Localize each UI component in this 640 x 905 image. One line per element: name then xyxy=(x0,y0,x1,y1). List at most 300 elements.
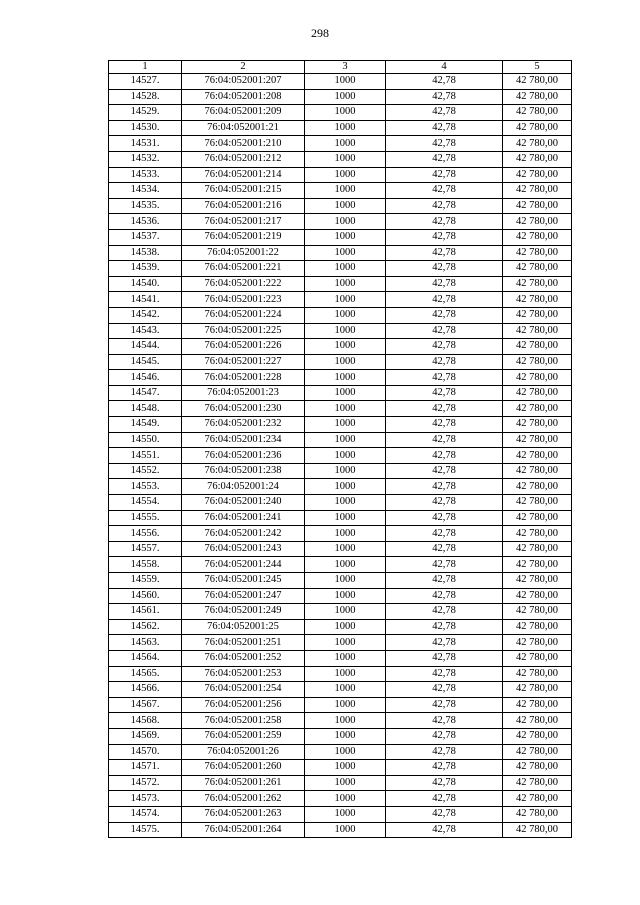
row-number-cell: 14556. xyxy=(109,526,182,542)
rate-cell: 42,78 xyxy=(386,557,503,573)
table-row xyxy=(109,526,572,542)
rate-cell: 42,78 xyxy=(386,666,503,682)
cadastral-number-cell: 76:04:052001:210 xyxy=(182,136,305,152)
row-number-cell: 14542. xyxy=(109,307,182,323)
rate-cell: 42,78 xyxy=(386,292,503,308)
area-cell: 1000 xyxy=(305,183,386,199)
amount-cell: 42 780,00 xyxy=(503,432,572,448)
row-number-cell: 14544. xyxy=(109,339,182,355)
amount-cell: 42 780,00 xyxy=(503,588,572,604)
row-number-cell: 14570. xyxy=(109,744,182,760)
table-row xyxy=(109,495,572,511)
table-row xyxy=(109,307,572,323)
area-cell: 1000 xyxy=(305,666,386,682)
area-cell: 1000 xyxy=(305,463,386,479)
rate-cell: 42,78 xyxy=(386,89,503,105)
table-row xyxy=(109,713,572,729)
amount-cell: 42 780,00 xyxy=(503,323,572,339)
row-number-cell: 14558. xyxy=(109,557,182,573)
area-cell: 1000 xyxy=(305,401,386,417)
amount-cell: 42 780,00 xyxy=(503,760,572,776)
table-row xyxy=(109,619,572,635)
amount-cell: 42 780,00 xyxy=(503,666,572,682)
amount-cell: 42 780,00 xyxy=(503,573,572,589)
rate-cell: 42,78 xyxy=(386,385,503,401)
row-number-cell: 14534. xyxy=(109,183,182,199)
rate-cell: 42,78 xyxy=(386,822,503,838)
row-number-cell: 14569. xyxy=(109,728,182,744)
cadastral-number-cell: 76:04:052001:223 xyxy=(182,292,305,308)
cadastral-number-cell: 76:04:052001:216 xyxy=(182,198,305,214)
area-cell: 1000 xyxy=(305,635,386,651)
area-cell: 1000 xyxy=(305,385,386,401)
row-number-cell: 14552. xyxy=(109,463,182,479)
cadastral-number-cell: 76:04:052001:238 xyxy=(182,463,305,479)
amount-cell: 42 780,00 xyxy=(503,89,572,105)
area-cell: 1000 xyxy=(305,229,386,245)
amount-cell: 42 780,00 xyxy=(503,526,572,542)
row-number-cell: 14529. xyxy=(109,105,182,121)
amount-cell: 42 780,00 xyxy=(503,261,572,277)
column-header-4: 4 xyxy=(386,61,503,74)
area-cell: 1000 xyxy=(305,806,386,822)
table-row xyxy=(109,775,572,791)
area-cell: 1000 xyxy=(305,573,386,589)
area-cell: 1000 xyxy=(305,744,386,760)
cadastral-number-cell: 76:04:052001:207 xyxy=(182,74,305,90)
amount-cell: 42 780,00 xyxy=(503,136,572,152)
rate-cell: 42,78 xyxy=(386,619,503,635)
area-cell: 1000 xyxy=(305,650,386,666)
area-cell: 1000 xyxy=(305,167,386,183)
row-number-cell: 14553. xyxy=(109,479,182,495)
row-number-cell: 14549. xyxy=(109,417,182,433)
amount-cell: 42 780,00 xyxy=(503,214,572,230)
column-header-5: 5 xyxy=(503,61,572,74)
rate-cell: 42,78 xyxy=(386,417,503,433)
row-number-cell: 14562. xyxy=(109,619,182,635)
row-number-cell: 14574. xyxy=(109,806,182,822)
rate-cell: 42,78 xyxy=(386,573,503,589)
area-cell: 1000 xyxy=(305,775,386,791)
cadastral-number-cell: 76:04:052001:208 xyxy=(182,89,305,105)
row-number-cell: 14559. xyxy=(109,573,182,589)
area-cell: 1000 xyxy=(305,151,386,167)
amount-cell: 42 780,00 xyxy=(503,604,572,620)
row-number-cell: 14533. xyxy=(109,167,182,183)
area-cell: 1000 xyxy=(305,105,386,121)
table-row xyxy=(109,292,572,308)
table-row xyxy=(109,167,572,183)
area-cell: 1000 xyxy=(305,261,386,277)
row-number-cell: 14527. xyxy=(109,74,182,90)
table-row xyxy=(109,791,572,807)
table-row xyxy=(109,697,572,713)
rate-cell: 42,78 xyxy=(386,713,503,729)
area-cell: 1000 xyxy=(305,74,386,90)
row-number-cell: 14540. xyxy=(109,276,182,292)
area-cell: 1000 xyxy=(305,292,386,308)
cadastral-number-cell: 76:04:052001:243 xyxy=(182,541,305,557)
amount-cell: 42 780,00 xyxy=(503,510,572,526)
table-row xyxy=(109,276,572,292)
cadastral-number-cell: 76:04:052001:23 xyxy=(182,385,305,401)
amount-cell: 42 780,00 xyxy=(503,463,572,479)
area-cell: 1000 xyxy=(305,760,386,776)
area-cell: 1000 xyxy=(305,214,386,230)
amount-cell: 42 780,00 xyxy=(503,292,572,308)
table-row xyxy=(109,557,572,573)
row-number-cell: 14531. xyxy=(109,136,182,152)
rate-cell: 42,78 xyxy=(386,791,503,807)
area-cell: 1000 xyxy=(305,479,386,495)
rate-cell: 42,78 xyxy=(386,183,503,199)
cadastral-number-cell: 76:04:052001:214 xyxy=(182,167,305,183)
table-row xyxy=(109,323,572,339)
area-cell: 1000 xyxy=(305,354,386,370)
rate-cell: 42,78 xyxy=(386,198,503,214)
cadastral-number-cell: 76:04:052001:262 xyxy=(182,791,305,807)
column-header-1: 1 xyxy=(109,61,182,74)
cadastral-number-cell: 76:04:052001:21 xyxy=(182,120,305,136)
cadastral-number-cell: 76:04:052001:226 xyxy=(182,339,305,355)
cadastral-number-cell: 76:04:052001:217 xyxy=(182,214,305,230)
cadastral-number-cell: 76:04:052001:225 xyxy=(182,323,305,339)
area-cell: 1000 xyxy=(305,417,386,433)
amount-cell: 42 780,00 xyxy=(503,370,572,386)
area-cell: 1000 xyxy=(305,136,386,152)
table-row xyxy=(109,573,572,589)
cadastral-number-cell: 76:04:052001:247 xyxy=(182,588,305,604)
area-cell: 1000 xyxy=(305,526,386,542)
page-number: 298 xyxy=(311,26,329,40)
amount-cell: 42 780,00 xyxy=(503,775,572,791)
amount-cell: 42 780,00 xyxy=(503,307,572,323)
area-cell: 1000 xyxy=(305,697,386,713)
row-number-cell: 14528. xyxy=(109,89,182,105)
amount-cell: 42 780,00 xyxy=(503,557,572,573)
rate-cell: 42,78 xyxy=(386,635,503,651)
rate-cell: 42,78 xyxy=(386,775,503,791)
amount-cell: 42 780,00 xyxy=(503,167,572,183)
table-row xyxy=(109,744,572,760)
rate-cell: 42,78 xyxy=(386,432,503,448)
rate-cell: 42,78 xyxy=(386,401,503,417)
rate-cell: 42,78 xyxy=(386,261,503,277)
rate-cell: 42,78 xyxy=(386,214,503,230)
amount-cell: 42 780,00 xyxy=(503,744,572,760)
cadastral-number-cell: 76:04:052001:221 xyxy=(182,261,305,277)
amount-cell: 42 780,00 xyxy=(503,619,572,635)
table-row xyxy=(109,635,572,651)
row-number-cell: 14575. xyxy=(109,822,182,838)
table-row xyxy=(109,604,572,620)
row-number-cell: 14551. xyxy=(109,448,182,464)
column-header-2: 2 xyxy=(182,61,305,74)
table-row xyxy=(109,385,572,401)
amount-cell: 42 780,00 xyxy=(503,183,572,199)
rate-cell: 42,78 xyxy=(386,323,503,339)
rate-cell: 42,78 xyxy=(386,136,503,152)
row-number-cell: 14563. xyxy=(109,635,182,651)
area-cell: 1000 xyxy=(305,198,386,214)
cadastral-number-cell: 76:04:052001:261 xyxy=(182,775,305,791)
rate-cell: 42,78 xyxy=(386,697,503,713)
data-table xyxy=(108,60,572,838)
row-number-cell: 14541. xyxy=(109,292,182,308)
table-row xyxy=(109,417,572,433)
row-number-cell: 14560. xyxy=(109,588,182,604)
table-row xyxy=(109,728,572,744)
cadastral-number-cell: 76:04:052001:256 xyxy=(182,697,305,713)
table-row xyxy=(109,479,572,495)
table-row xyxy=(109,151,572,167)
table-row xyxy=(109,760,572,776)
header-row xyxy=(109,61,572,74)
column-header-3: 3 xyxy=(305,61,386,74)
table-row xyxy=(109,261,572,277)
rate-cell: 42,78 xyxy=(386,682,503,698)
row-number-cell: 14557. xyxy=(109,541,182,557)
rate-cell: 42,78 xyxy=(386,245,503,261)
amount-cell: 42 780,00 xyxy=(503,354,572,370)
amount-cell: 42 780,00 xyxy=(503,105,572,121)
cadastral-number-cell: 76:04:052001:230 xyxy=(182,401,305,417)
table-row xyxy=(109,822,572,838)
amount-cell: 42 780,00 xyxy=(503,245,572,261)
amount-cell: 42 780,00 xyxy=(503,229,572,245)
table-row xyxy=(109,432,572,448)
row-number-cell: 14561. xyxy=(109,604,182,620)
cadastral-number-cell: 76:04:052001:215 xyxy=(182,183,305,199)
amount-cell: 42 780,00 xyxy=(503,385,572,401)
row-number-cell: 14535. xyxy=(109,198,182,214)
area-cell: 1000 xyxy=(305,307,386,323)
row-number-cell: 14566. xyxy=(109,682,182,698)
cadastral-number-cell: 76:04:052001:222 xyxy=(182,276,305,292)
row-number-cell: 14565. xyxy=(109,666,182,682)
rate-cell: 42,78 xyxy=(386,728,503,744)
table-row xyxy=(109,136,572,152)
area-cell: 1000 xyxy=(305,557,386,573)
cadastral-number-cell: 76:04:052001:258 xyxy=(182,713,305,729)
rate-cell: 42,78 xyxy=(386,167,503,183)
row-number-cell: 14564. xyxy=(109,650,182,666)
amount-cell: 42 780,00 xyxy=(503,697,572,713)
rate-cell: 42,78 xyxy=(386,541,503,557)
cadastral-number-cell: 76:04:052001:249 xyxy=(182,604,305,620)
area-cell: 1000 xyxy=(305,604,386,620)
cadastral-number-cell: 76:04:052001:232 xyxy=(182,417,305,433)
amount-cell: 42 780,00 xyxy=(503,635,572,651)
area-cell: 1000 xyxy=(305,510,386,526)
rate-cell: 42,78 xyxy=(386,448,503,464)
area-cell: 1000 xyxy=(305,89,386,105)
cadastral-number-cell: 76:04:052001:254 xyxy=(182,682,305,698)
table-row xyxy=(109,510,572,526)
row-number-cell: 14545. xyxy=(109,354,182,370)
table-row xyxy=(109,198,572,214)
rate-cell: 42,78 xyxy=(386,650,503,666)
rate-cell: 42,78 xyxy=(386,370,503,386)
row-number-cell: 14550. xyxy=(109,432,182,448)
rate-cell: 42,78 xyxy=(386,588,503,604)
table-row xyxy=(109,463,572,479)
rate-cell: 42,78 xyxy=(386,151,503,167)
cadastral-number-cell: 76:04:052001:228 xyxy=(182,370,305,386)
cadastral-number-cell: 76:04:052001:234 xyxy=(182,432,305,448)
rate-cell: 42,78 xyxy=(386,354,503,370)
area-cell: 1000 xyxy=(305,713,386,729)
cadastral-number-cell: 76:04:052001:24 xyxy=(182,479,305,495)
area-cell: 1000 xyxy=(305,822,386,838)
row-number-cell: 14539. xyxy=(109,261,182,277)
cadastral-number-cell: 76:04:052001:263 xyxy=(182,806,305,822)
amount-cell: 42 780,00 xyxy=(503,401,572,417)
amount-cell: 42 780,00 xyxy=(503,822,572,838)
area-cell: 1000 xyxy=(305,370,386,386)
rate-cell: 42,78 xyxy=(386,105,503,121)
cadastral-number-cell: 76:04:052001:260 xyxy=(182,760,305,776)
amount-cell: 42 780,00 xyxy=(503,339,572,355)
amount-cell: 42 780,00 xyxy=(503,495,572,511)
amount-cell: 42 780,00 xyxy=(503,479,572,495)
table-row xyxy=(109,105,572,121)
cadastral-number-cell: 76:04:052001:241 xyxy=(182,510,305,526)
rate-cell: 42,78 xyxy=(386,307,503,323)
row-number-cell: 14543. xyxy=(109,323,182,339)
cadastral-number-cell: 76:04:052001:227 xyxy=(182,354,305,370)
amount-cell: 42 780,00 xyxy=(503,713,572,729)
rate-cell: 42,78 xyxy=(386,339,503,355)
table-row xyxy=(109,354,572,370)
area-cell: 1000 xyxy=(305,541,386,557)
row-number-cell: 14547. xyxy=(109,385,182,401)
row-number-cell: 14572. xyxy=(109,775,182,791)
amount-cell: 42 780,00 xyxy=(503,74,572,90)
amount-cell: 42 780,00 xyxy=(503,806,572,822)
area-cell: 1000 xyxy=(305,245,386,261)
amount-cell: 42 780,00 xyxy=(503,448,572,464)
row-number-cell: 14546. xyxy=(109,370,182,386)
cadastral-number-cell: 76:04:052001:236 xyxy=(182,448,305,464)
table-row xyxy=(109,541,572,557)
area-cell: 1000 xyxy=(305,728,386,744)
row-number-cell: 14537. xyxy=(109,229,182,245)
cadastral-number-cell: 76:04:052001:209 xyxy=(182,105,305,121)
table-row xyxy=(109,401,572,417)
table-row xyxy=(109,650,572,666)
table-row xyxy=(109,74,572,90)
cadastral-number-cell: 76:04:052001:264 xyxy=(182,822,305,838)
rate-cell: 42,78 xyxy=(386,229,503,245)
amount-cell: 42 780,00 xyxy=(503,276,572,292)
area-cell: 1000 xyxy=(305,448,386,464)
row-number-cell: 14568. xyxy=(109,713,182,729)
area-cell: 1000 xyxy=(305,276,386,292)
rate-cell: 42,78 xyxy=(386,760,503,776)
table-row xyxy=(109,448,572,464)
row-number-cell: 14536. xyxy=(109,214,182,230)
area-cell: 1000 xyxy=(305,588,386,604)
rate-cell: 42,78 xyxy=(386,526,503,542)
area-cell: 1000 xyxy=(305,120,386,136)
row-number-cell: 14571. xyxy=(109,760,182,776)
table-row xyxy=(109,588,572,604)
table-body xyxy=(109,74,572,838)
row-number-cell: 14548. xyxy=(109,401,182,417)
amount-cell: 42 780,00 xyxy=(503,417,572,433)
amount-cell: 42 780,00 xyxy=(503,120,572,136)
amount-cell: 42 780,00 xyxy=(503,682,572,698)
amount-cell: 42 780,00 xyxy=(503,791,572,807)
amount-cell: 42 780,00 xyxy=(503,650,572,666)
cadastral-number-cell: 76:04:052001:242 xyxy=(182,526,305,542)
amount-cell: 42 780,00 xyxy=(503,198,572,214)
table-row xyxy=(109,682,572,698)
row-number-cell: 14573. xyxy=(109,791,182,807)
area-cell: 1000 xyxy=(305,682,386,698)
table-row xyxy=(109,245,572,261)
cadastral-number-cell: 76:04:052001:244 xyxy=(182,557,305,573)
table-row xyxy=(109,214,572,230)
cadastral-number-cell: 76:04:052001:259 xyxy=(182,728,305,744)
cadastral-number-cell: 76:04:052001:253 xyxy=(182,666,305,682)
cadastral-number-cell: 76:04:052001:22 xyxy=(182,245,305,261)
row-number-cell: 14555. xyxy=(109,510,182,526)
table-row xyxy=(109,120,572,136)
cadastral-number-cell: 76:04:052001:224 xyxy=(182,307,305,323)
row-number-cell: 14532. xyxy=(109,151,182,167)
table-row xyxy=(109,370,572,386)
table-row xyxy=(109,666,572,682)
table-row xyxy=(109,183,572,199)
rate-cell: 42,78 xyxy=(386,120,503,136)
area-cell: 1000 xyxy=(305,495,386,511)
rate-cell: 42,78 xyxy=(386,74,503,90)
rate-cell: 42,78 xyxy=(386,479,503,495)
cadastral-number-cell: 76:04:052001:245 xyxy=(182,573,305,589)
row-number-cell: 14567. xyxy=(109,697,182,713)
table-row xyxy=(109,806,572,822)
cadastral-number-cell: 76:04:052001:26 xyxy=(182,744,305,760)
rate-cell: 42,78 xyxy=(386,276,503,292)
table-row xyxy=(109,339,572,355)
rate-cell: 42,78 xyxy=(386,510,503,526)
rate-cell: 42,78 xyxy=(386,806,503,822)
area-cell: 1000 xyxy=(305,323,386,339)
table-header xyxy=(109,61,572,74)
table-row xyxy=(109,89,572,105)
rate-cell: 42,78 xyxy=(386,495,503,511)
area-cell: 1000 xyxy=(305,791,386,807)
cadastral-number-cell: 76:04:052001:212 xyxy=(182,151,305,167)
amount-cell: 42 780,00 xyxy=(503,541,572,557)
area-cell: 1000 xyxy=(305,432,386,448)
rate-cell: 42,78 xyxy=(386,604,503,620)
cadastral-number-cell: 76:04:052001:219 xyxy=(182,229,305,245)
table-row xyxy=(109,229,572,245)
area-cell: 1000 xyxy=(305,619,386,635)
amount-cell: 42 780,00 xyxy=(503,728,572,744)
rate-cell: 42,78 xyxy=(386,744,503,760)
row-number-cell: 14554. xyxy=(109,495,182,511)
area-cell: 1000 xyxy=(305,339,386,355)
cadastral-number-cell: 76:04:052001:240 xyxy=(182,495,305,511)
cadastral-number-cell: 76:04:052001:25 xyxy=(182,619,305,635)
row-number-cell: 14538. xyxy=(109,245,182,261)
rate-cell: 42,78 xyxy=(386,463,503,479)
